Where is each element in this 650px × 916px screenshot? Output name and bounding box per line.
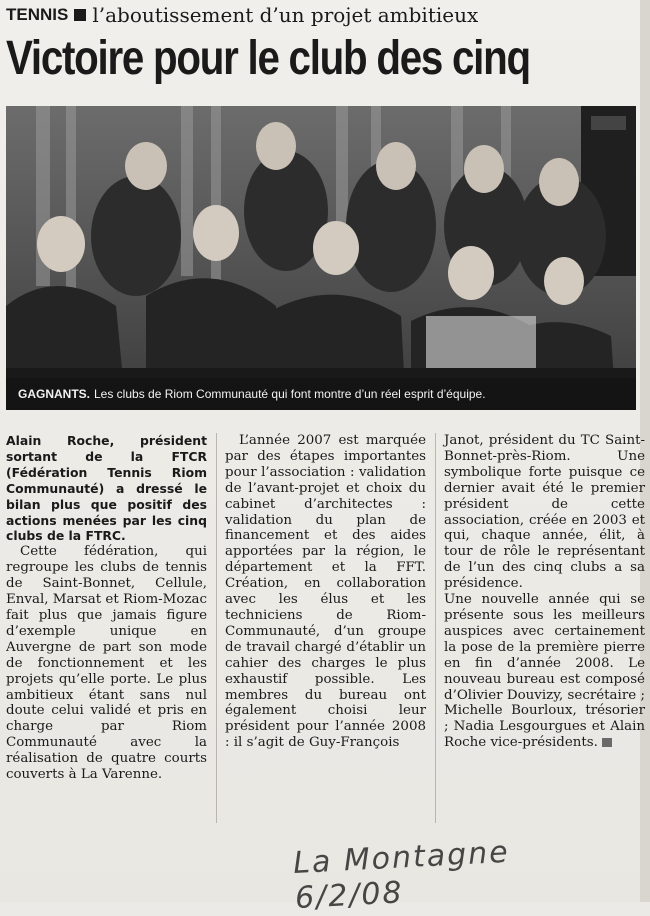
handwritten-source-note (292, 834, 626, 916)
article-body (6, 433, 645, 827)
handwritten-note-text: La Montagne 6/2/08 (292, 834, 511, 916)
paragraph-text: Une nouvelle année qui se présente sous les meilleurs auspices avec certainement la pose de la première pierre en fin d’année 2008. Le nouveau bureau est composé d’Olivier Douvizy, secrétaire ; Michelle Bourloux, trésorier ; Nadia Lesgourgues et Alain Roche vice-présidents. (444, 592, 645, 751)
rubric: TENNIS (6, 5, 69, 24)
paragraph: Janot, président du TC Saint-Bonnet-près-Riom. Une symbolique forte puisque ce dernier avait été le premier président de cette association, créée en 2003 et qui, chaque année, élit, à tour de rôle le représentant de l’un des cinq clubs a sa présidence. (444, 433, 645, 592)
paragraph-last (444, 592, 645, 751)
deck: l’aboutissement d’un projet ambitieux (92, 3, 479, 27)
group-photo-illustration (6, 106, 636, 410)
column-1 (6, 433, 207, 783)
caption-lead: GAGNANTS. (18, 387, 90, 401)
group-photo (6, 106, 636, 410)
chapo: Alain Roche, président sortant de la FTCR (Fédération Tennis Riom Communauté) a dressé le bilan plus que positif des actions menées par les cinq clubs de la FTRC. (6, 433, 207, 544)
headline: Victoire pour le club des cinq (6, 32, 530, 85)
caption-text: Les clubs de Riom Communauté qui font montre d’un réel esprit d’équipe. (94, 387, 486, 401)
paragraph: L’année 2007 est marquée par des étapes importantes pour l’association : validation de l’avant-projet et choix du cabinet d’architectes : validation du plan de financement et des aides apportées par la région, le département et la FFT. Création, en collaboration avec les élus et les techniciens de Riom-Communauté, d’un groupe de travail chargé d’établir un cahier des charges le plus exhaustif possible. Les membres du bureau ont également choisi leur président pour l’année 2008 : il s’agit de Guy-François (225, 433, 426, 751)
black-square-icon (74, 9, 86, 21)
photo-caption (6, 378, 636, 410)
paragraph: Cette fédération, qui regroupe les clubs de tennis de Saint-Bonnet, Cellule, Enval, Marsat et Riom-Mozac fait plus que jamais figure d’exemple unique en Auvergne de part son mode de fonctionnement et les projets qu’elle porte. Le plus ambitieux étant sans nul doute celui validé et pris en charge par Riom Communauté avec la réalisation de quatre courts couverts à La Varenne. (6, 544, 207, 783)
column-2 (225, 433, 426, 751)
column-3 (444, 433, 645, 751)
end-square-icon (602, 738, 612, 747)
kicker (6, 2, 478, 28)
